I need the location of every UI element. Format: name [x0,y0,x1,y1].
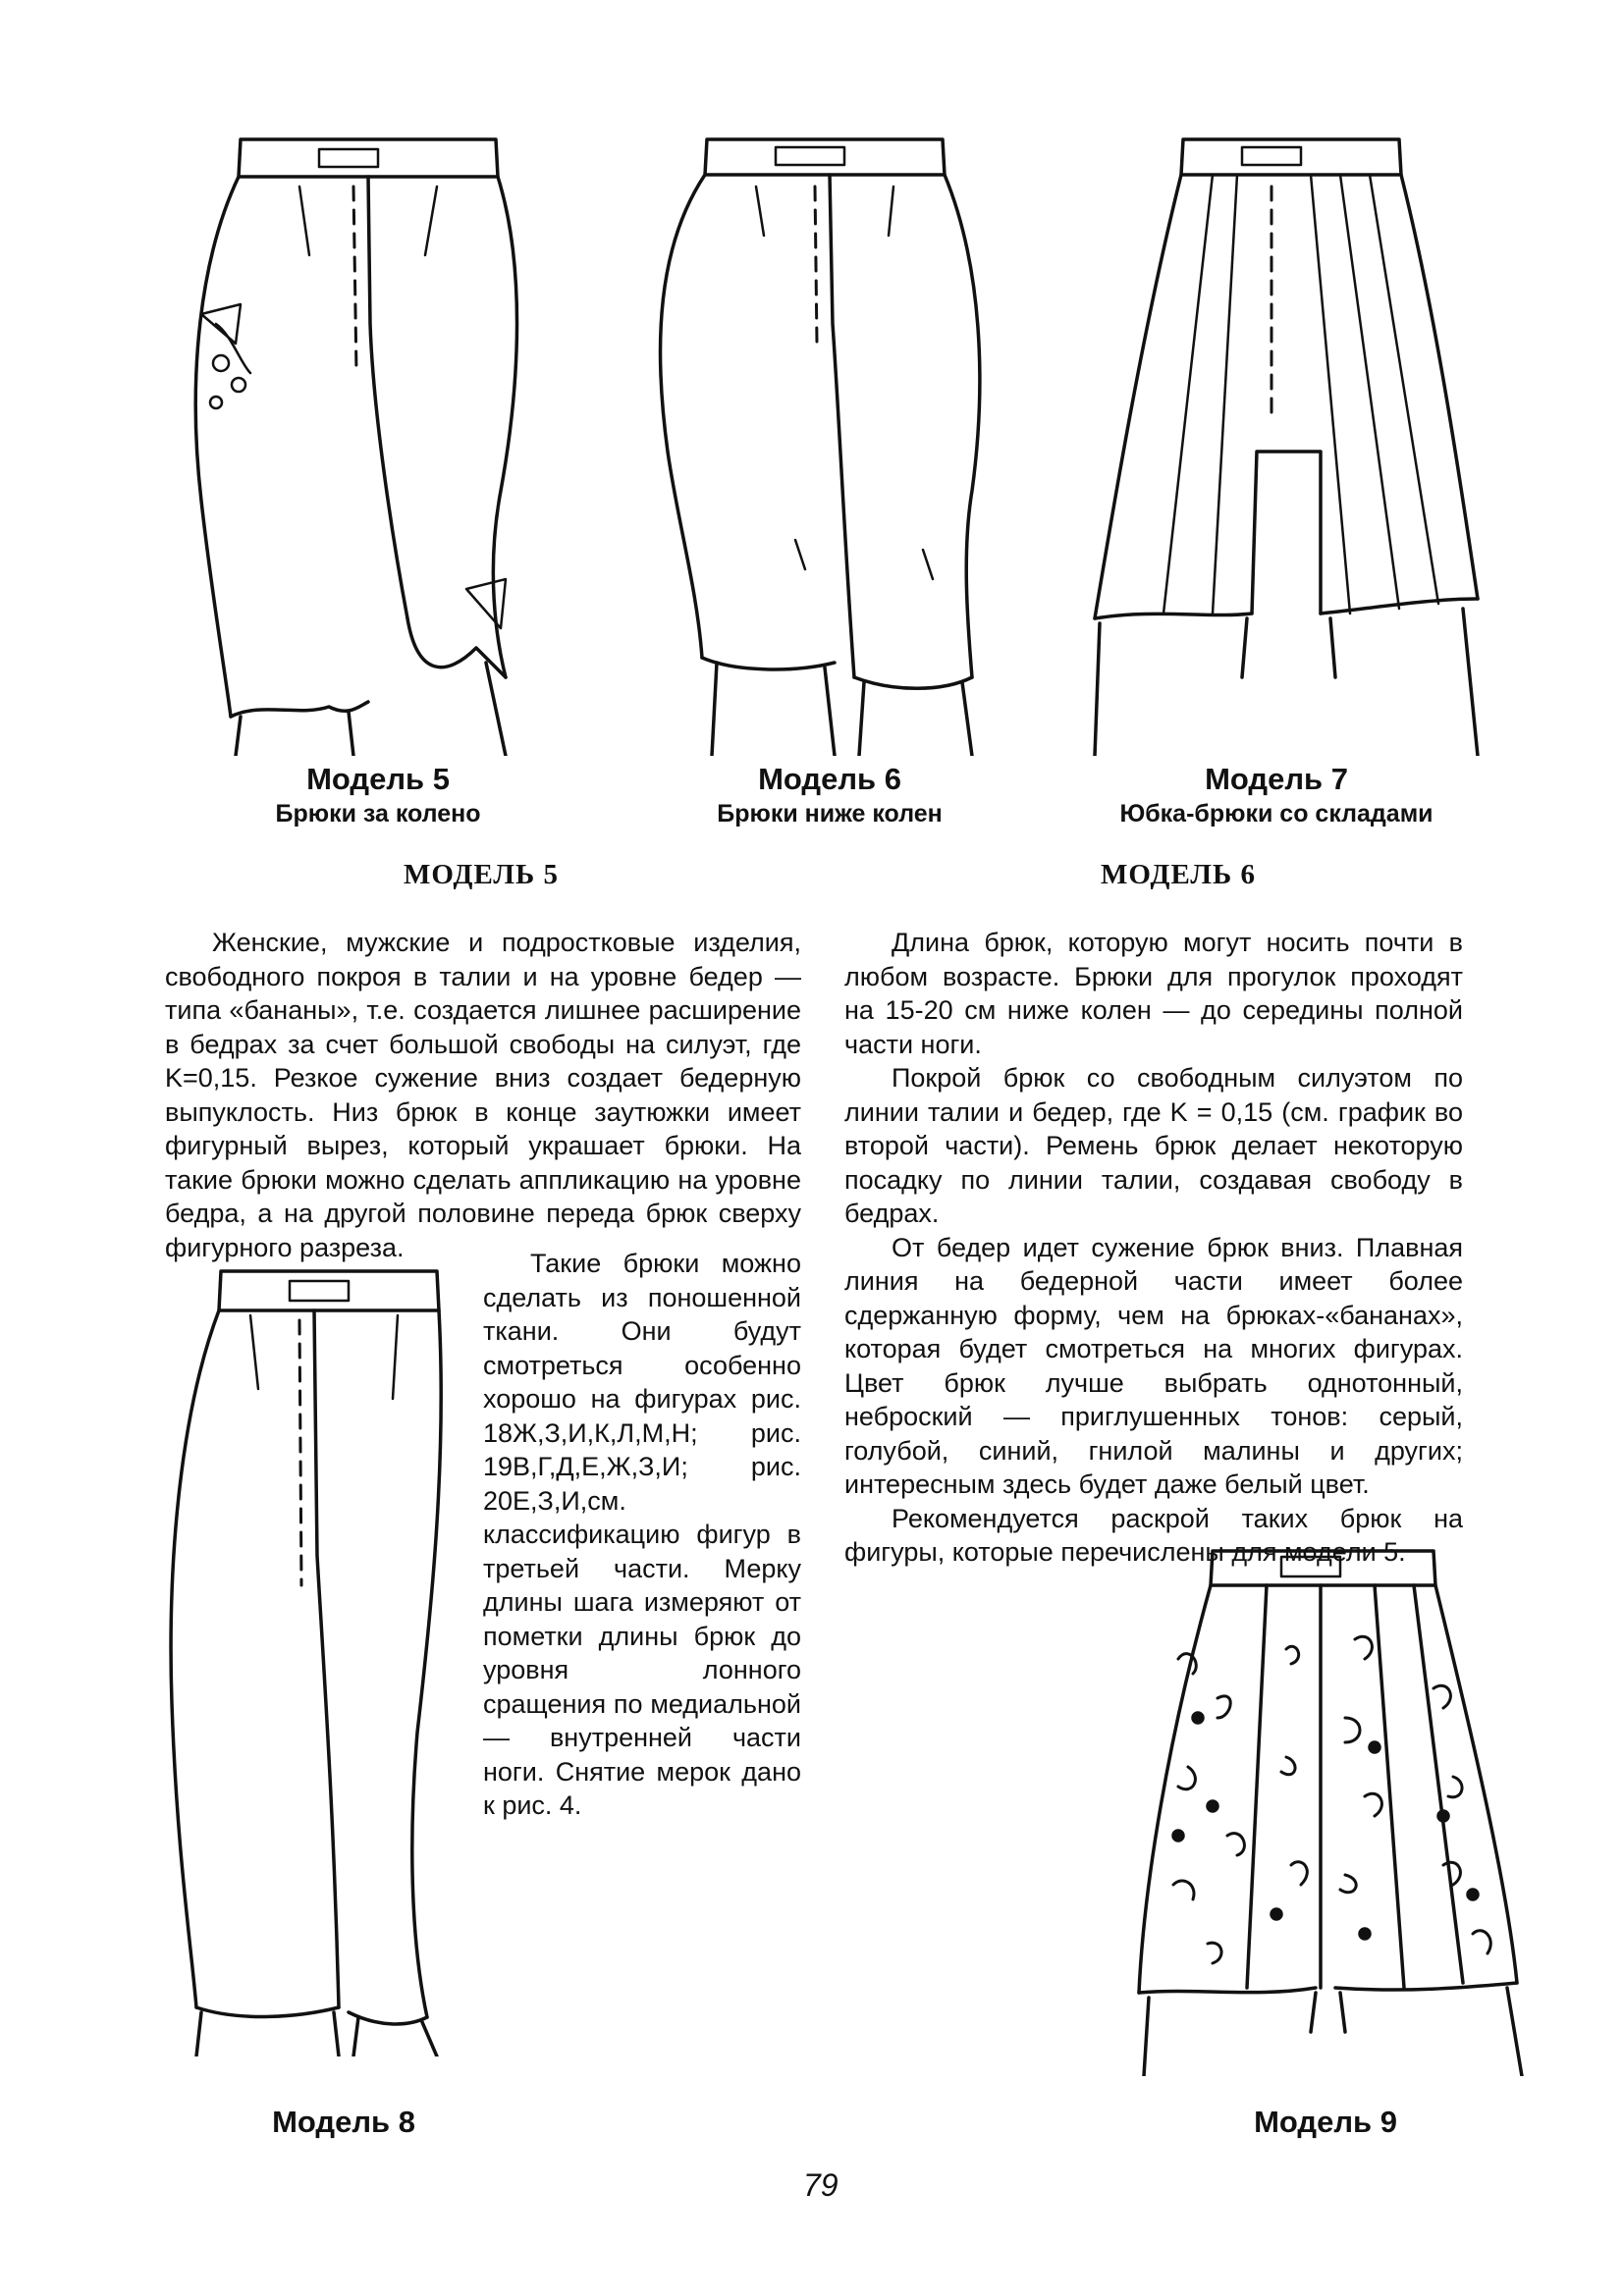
right-column-text [844,926,1463,1570]
model-9-caption [1213,2104,1438,2141]
right-paragraph-1: Длина брюк, которую могут носить почти в любом возрасте. Брюки для прогулок проходят на 15-20 см ниже колен — до середины полной части ноги. [844,928,1463,1059]
model-6-subtitle: Брюки ниже колен [717,800,943,828]
model-5-caption [236,761,520,829]
right-paragraph-3: От бедер идет сужение брюк вниз. Плавная линия на бедерной части имеет более сдержанную форму, чем на брюках-«бананах», которая будет смотреться на многих фигурах. Цвет брюк лучше выбрать однотонный, неброский — приглушенных тонов: серый, голубой, синий, гнилой малины и других; интересным здесь будет даже белый цвет. [844,1232,1463,1499]
left-paragraph-1: Женские, мужские и подростковые изделия, свободного покроя в талии и на уровне бедер — типа «бананы», т.е. создается лишнее расширение в бедрах за счет большой свободы на силуэт, где K=0,15. Резкое сужение вниз создает бедерную выпуклость. Низ брюк в конце заутюжки имеет фигурный вырез, который украшает брюки. На такие брюки можно сделать аппликацию на уровне бедра, а на другой половине переда брюк сверху фигурного разреза. [165,928,801,1262]
model-7-illustration [1075,128,1488,756]
model-5-title: Модель 5 [306,762,450,796]
right-paragraph-4: Рекомендуется раскрой таких брюк на фигуры, которые перечислены для модели 5. [844,1503,1463,1567]
model-5-illustration [182,128,574,756]
section-heading-model-5: МОДЕЛЬ 5 [404,859,559,890]
model-9-illustration [1119,1541,1532,2076]
model-9-title: Модель 9 [1254,2105,1397,2139]
section-heading-model-6: МОДЕЛЬ 6 [1101,859,1256,890]
left-column-text [165,926,801,1264]
left-paragraph-2: Такие брюки можно сделать из поношенной ткани. Они будут смотреться особенно хорошо на фигурах рис. 18Ж,З,И,К,Л,М,Н; рис. 19В,Г,Д,Е,Ж,З,И; рис. 20Е,З,И,см. классификацию фигур в третьей части. Мерку длины шага измеряют от пометки длины брюк до уровня лонного сращения по медиальной — внутренней части ноги. Снятие мерок дано к рис. 4. [483,1249,801,1820]
model-5-subtitle: Брюки за колено [275,800,481,828]
model-7-subtitle: Юбка-брюки со складами [1119,800,1434,828]
right-paragraph-2: Покрой брюк со свободным силуэтом по линии талии и бедер, где K = 0,15 (см. график во второй части). Ремень брюк делает некоторую посадку по линии талии, создавая свободу в бедрах. [844,1063,1463,1228]
model-6-illustration [648,128,1021,756]
left-narrow-text [483,1247,801,1823]
model-6-caption [677,761,982,829]
model-6-title: Модель 6 [758,762,901,796]
model-7-caption [1070,761,1483,829]
model-8-caption [231,2104,457,2141]
model-8-illustration [152,1261,476,2056]
model-7-title: Модель 7 [1205,762,1348,796]
page-number: 79 [803,2167,839,2203]
model-8-title: Модель 8 [272,2105,415,2139]
